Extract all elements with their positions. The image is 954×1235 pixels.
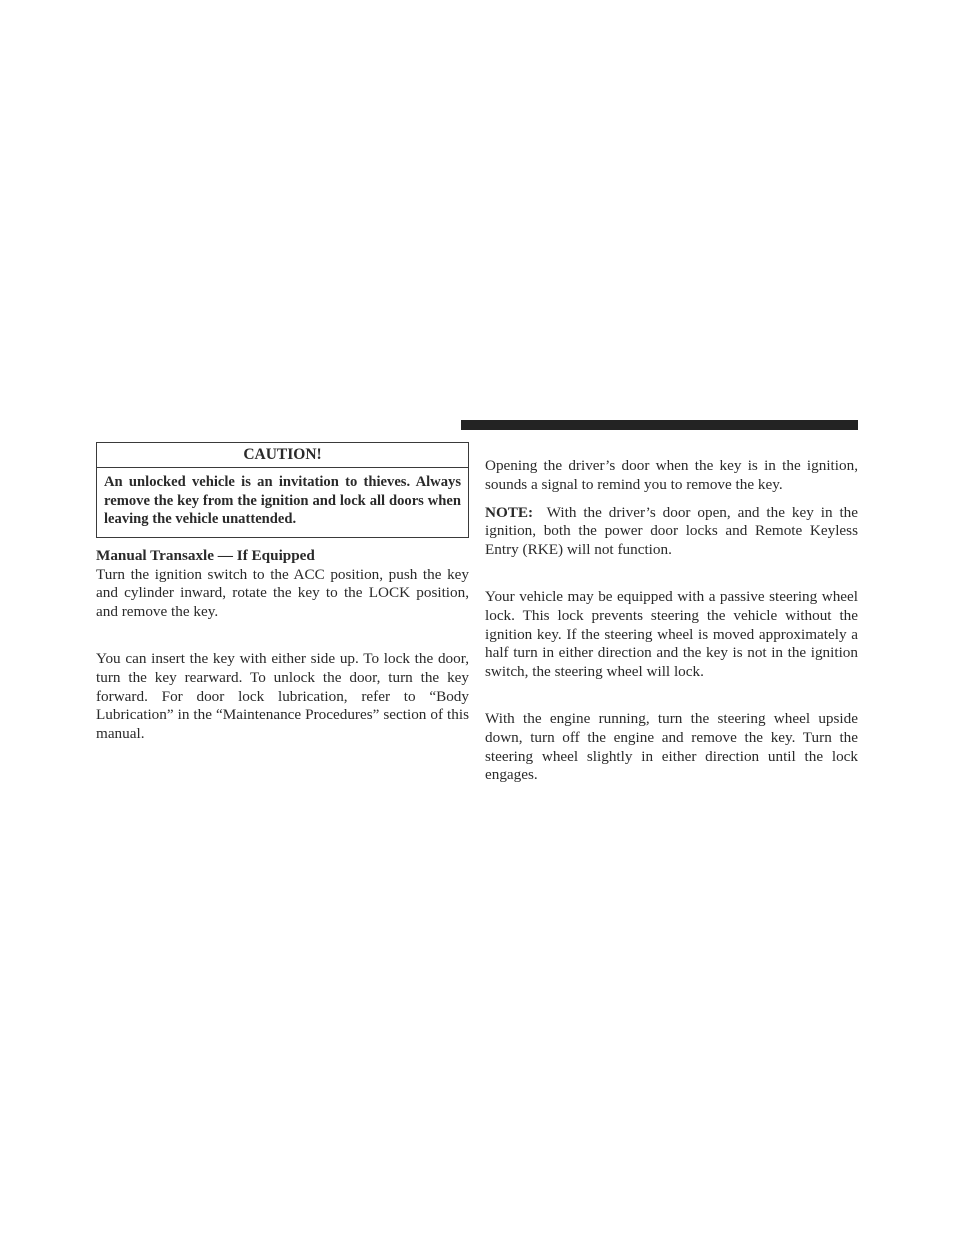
note-label: NOTE: [485,503,534,521]
left-column [96,442,469,744]
door-lock-text: You can insert the key with either side up. To lock the door, turn the key rearward. To unlock the door, turn the key forward. For door lock lubrication, refer to “Body Lubrication” in the “Maintenance Procedures” section of this manual. [96,649,469,743]
steering-lock-text: Your vehicle may be equipped with a passive steering wheel lock. This lock prevents steering the vehicle without the ignition key. If the steering wheel is moved approximately a half turn in either direction and the key is not in the ignition switch, the steering wheel will lock. [485,587,858,681]
caution-title: CAUTION! [97,443,468,468]
right-column [485,457,858,785]
steering-lock-engage-text: With the engine running, turn the steering wheel upside down, turn off the engine and remove the key. Turn the steering wheel slightly in either direction until the lock engages. [485,709,858,784]
note-paragraph [485,504,858,560]
manual-transaxle-text: Turn the ignition switch to the ACC position, push the key and cylinder inward, rotate the key to the LOCK position, and remove the key. [96,565,469,621]
caution-text: An unlocked vehicle is an invitation to thieves. Always remove the key from the ignition and lock all doors when leaving the vehicle unattended. [104,474,461,528]
manual-transaxle-heading: Manual Transaxle — If Equipped [96,546,315,564]
caution-box [96,442,469,538]
section-header-bar [461,420,858,430]
key-reminder-text: Opening the driver’s door when the key is in the ignition, sounds a signal to remind you to remove the key. [485,457,858,493]
note-text: With the driver’s door open, and the key in the ignition, both the power door locks and Remote Keyless Entry (RKE) will not function. [485,503,858,559]
